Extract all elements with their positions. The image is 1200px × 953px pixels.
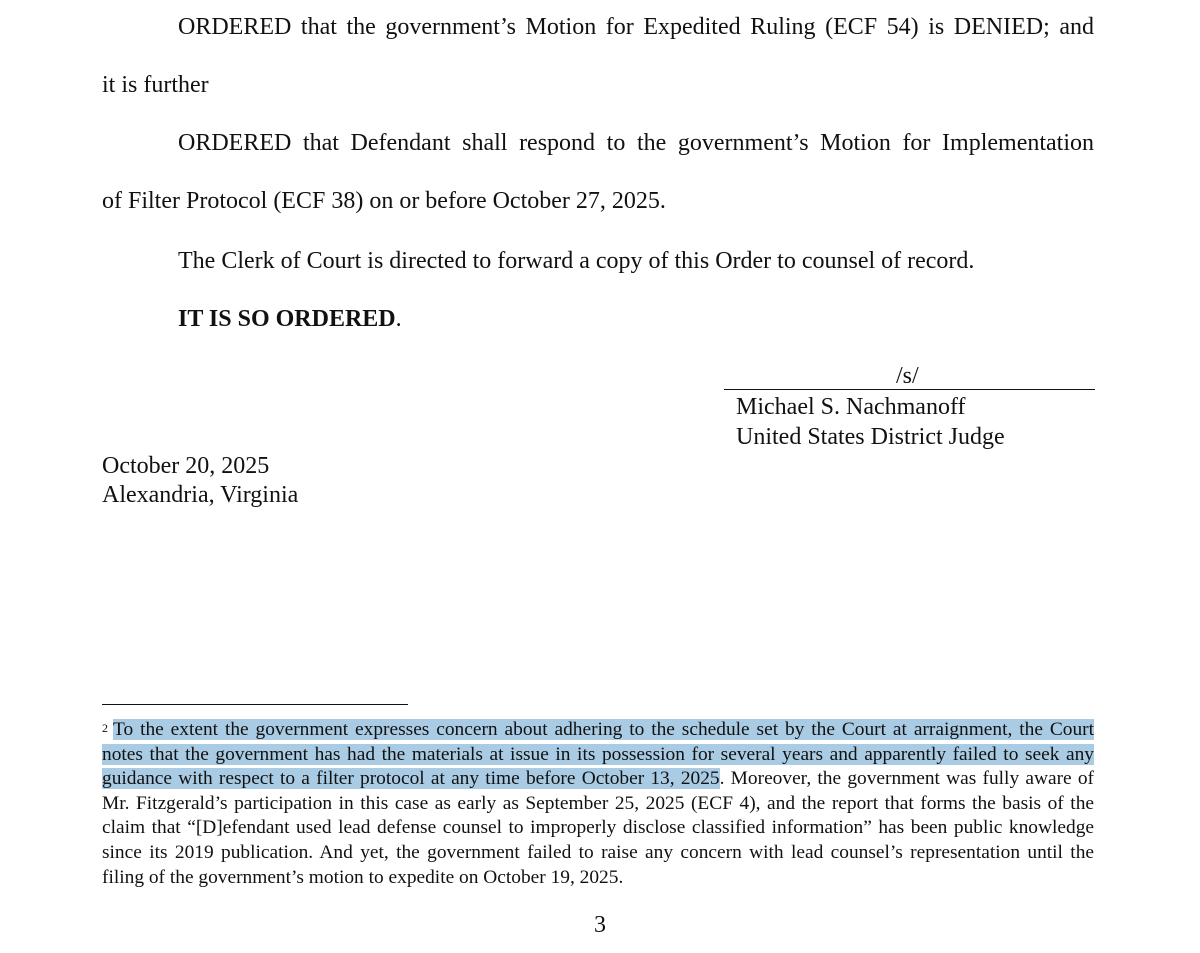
so-ordered-text: IT IS SO ORDERED (178, 306, 396, 332)
footnote (102, 718, 1094, 890)
clerk-directive: The Clerk of Court is directed to forward a copy of this Order to counsel of record. (178, 248, 975, 274)
order-respond-line1: ORDERED that Defendant shall respond to the government’s Motion for Implementation (178, 130, 1094, 156)
order-date: October 20, 2025 (102, 453, 270, 479)
signature-mark: /s/ (896, 363, 919, 389)
judge-title: United States District Judge (736, 424, 1005, 450)
so-ordered (178, 304, 402, 334)
order-denied-line2: it is further (102, 72, 209, 98)
order-respond-line2: of Filter Protocol (ECF 38) on or before October 27, 2025. (102, 188, 666, 214)
judge-name: Michael S. Nachmanoff (736, 394, 966, 420)
footnote-highlighted-text[interactable]: To the extent the government expresses concern about adhering to the schedule set by the Court at arraignment, the Court notes that the government has had the materials at issue in its possession for several years and apparently failed to seek any guidance with respect to a filter protocol at any time before October 13, 2025 (102, 719, 1094, 790)
so-ordered-period: . (395, 306, 402, 332)
footnote-number: 2 (102, 721, 108, 735)
order-place: Alexandria, Virginia (102, 482, 299, 508)
footnote-text: . Moreover, the government was fully aware of Mr. Fitzgerald’s participation in this case as early as September 25, 2025 (ECF 4), and the report that forms the basis of the claim that “[D]efendant used lead defense counsel to improperly disclose classified information” has been public knowledge since its 2019 publication. And yet, the government failed to raise any concern with lead counsel’s representation until the filing of the government’s motion to expedite on October 19, 2025. (102, 768, 1095, 888)
order-denied-line1: ORDERED that the government’s Motion for Expedited Ruling (ECF 54) is DENIED; and (178, 14, 1094, 40)
signature-line (724, 389, 1095, 390)
page-number: 3 (594, 912, 606, 938)
footnote-separator (102, 704, 408, 705)
